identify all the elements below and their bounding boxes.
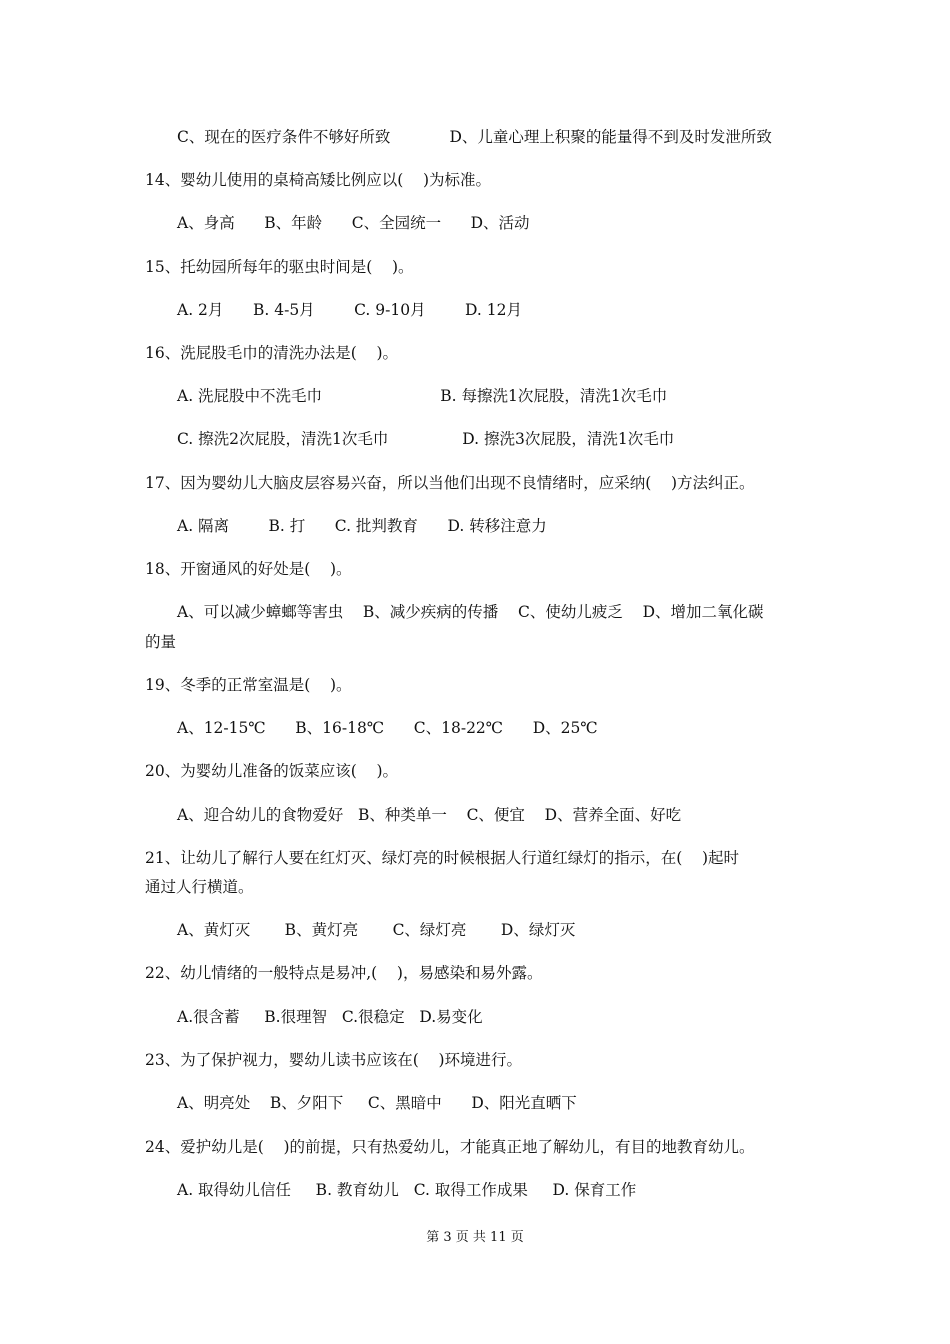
- question-16: 16、洗屁股毛巾的清洗办法是( )。: [145, 344, 399, 362]
- options-17: A. 隔离 B. 打 C. 批判教育 D. 转移注意力: [177, 517, 547, 535]
- question-15: 15、托幼园所每年的驱虫时间是( )。: [145, 258, 414, 276]
- options-19: A、12-15℃ B、16-18℃ C、18-22℃ D、25℃: [177, 719, 598, 737]
- options-16-ab: A. 洗屁股中不洗毛巾 B. 每擦洗1次屁股，清洗1次毛巾: [177, 387, 668, 405]
- options-21: A、黄灯灭 B、黄灯亮 C、绿灯亮 D、绿灯灭: [177, 921, 576, 939]
- options-24: A. 取得幼儿信任 B. 教育幼儿 C. 取得工作成果 D. 保育工作: [177, 1181, 637, 1199]
- page-number-footer: 第 3 页 共 11 页: [426, 1230, 524, 1245]
- question-20: 20、为婴幼儿准备的饭菜应该( )。: [145, 762, 399, 780]
- options-18: A、可以减少蟑螂等害虫 B、减少疾病的传播 C、使幼儿疲乏 D、增加二氧化碳: [177, 603, 764, 621]
- options-22: A.很含蓄 B.很理智 C.很稳定 D.易变化: [177, 1008, 483, 1026]
- options-14: A、身高 B、年龄 C、全园统一 D、活动: [177, 214, 530, 232]
- options-15: A. 2月 B. 4-5月 C. 9-10月 D. 12月: [177, 301, 522, 319]
- question-23: 23、为了保护视力，婴幼儿读书应该在( )环境进行。: [145, 1051, 523, 1069]
- question-21: 21、让幼儿了解行人要在红灯灭、绿灯亮的时候根据人行道红绿灯的指示，在( )起时: [145, 849, 740, 867]
- options-16-cd: C. 擦洗2次屁股，清洗1次毛巾 D. 擦洗3次屁股，清洗1次毛巾: [177, 430, 675, 448]
- question-24: 24、爱护幼儿是( )的前提，只有热爱幼儿，才能真正地了解幼儿，有目的地教育幼儿。: [145, 1138, 755, 1156]
- question-21-continuation: 通过人行横道。: [145, 878, 254, 896]
- options-23: A、明亮处 B、夕阳下 C、黑暗中 D、阳光直晒下: [177, 1094, 577, 1112]
- question-14: 14、婴幼儿使用的桌椅高矮比例应以( )为标准。: [145, 171, 492, 189]
- question-19: 19、冬季的正常室温是( )。: [145, 676, 352, 694]
- option-line-13cd: C、现在的医疗条件不够好所致 D、儿童心理上积聚的能量得不到及时发泄所致: [177, 128, 772, 146]
- question-17: 17、因为婴幼儿大脑皮层容易兴奋，所以当他们出现不良情绪时，应采纳( )方法纠正。: [145, 474, 755, 492]
- question-22: 22、幼儿情绪的一般特点是易冲,( )，易感染和易外露。: [145, 964, 543, 982]
- question-18: 18、开窗通风的好处是( )。: [145, 560, 352, 578]
- options-18-continuation: 的量: [145, 633, 177, 651]
- options-20: A、迎合幼儿的食物爱好 B、种类单一 C、便宜 D、营养全面、好吃: [177, 806, 682, 824]
